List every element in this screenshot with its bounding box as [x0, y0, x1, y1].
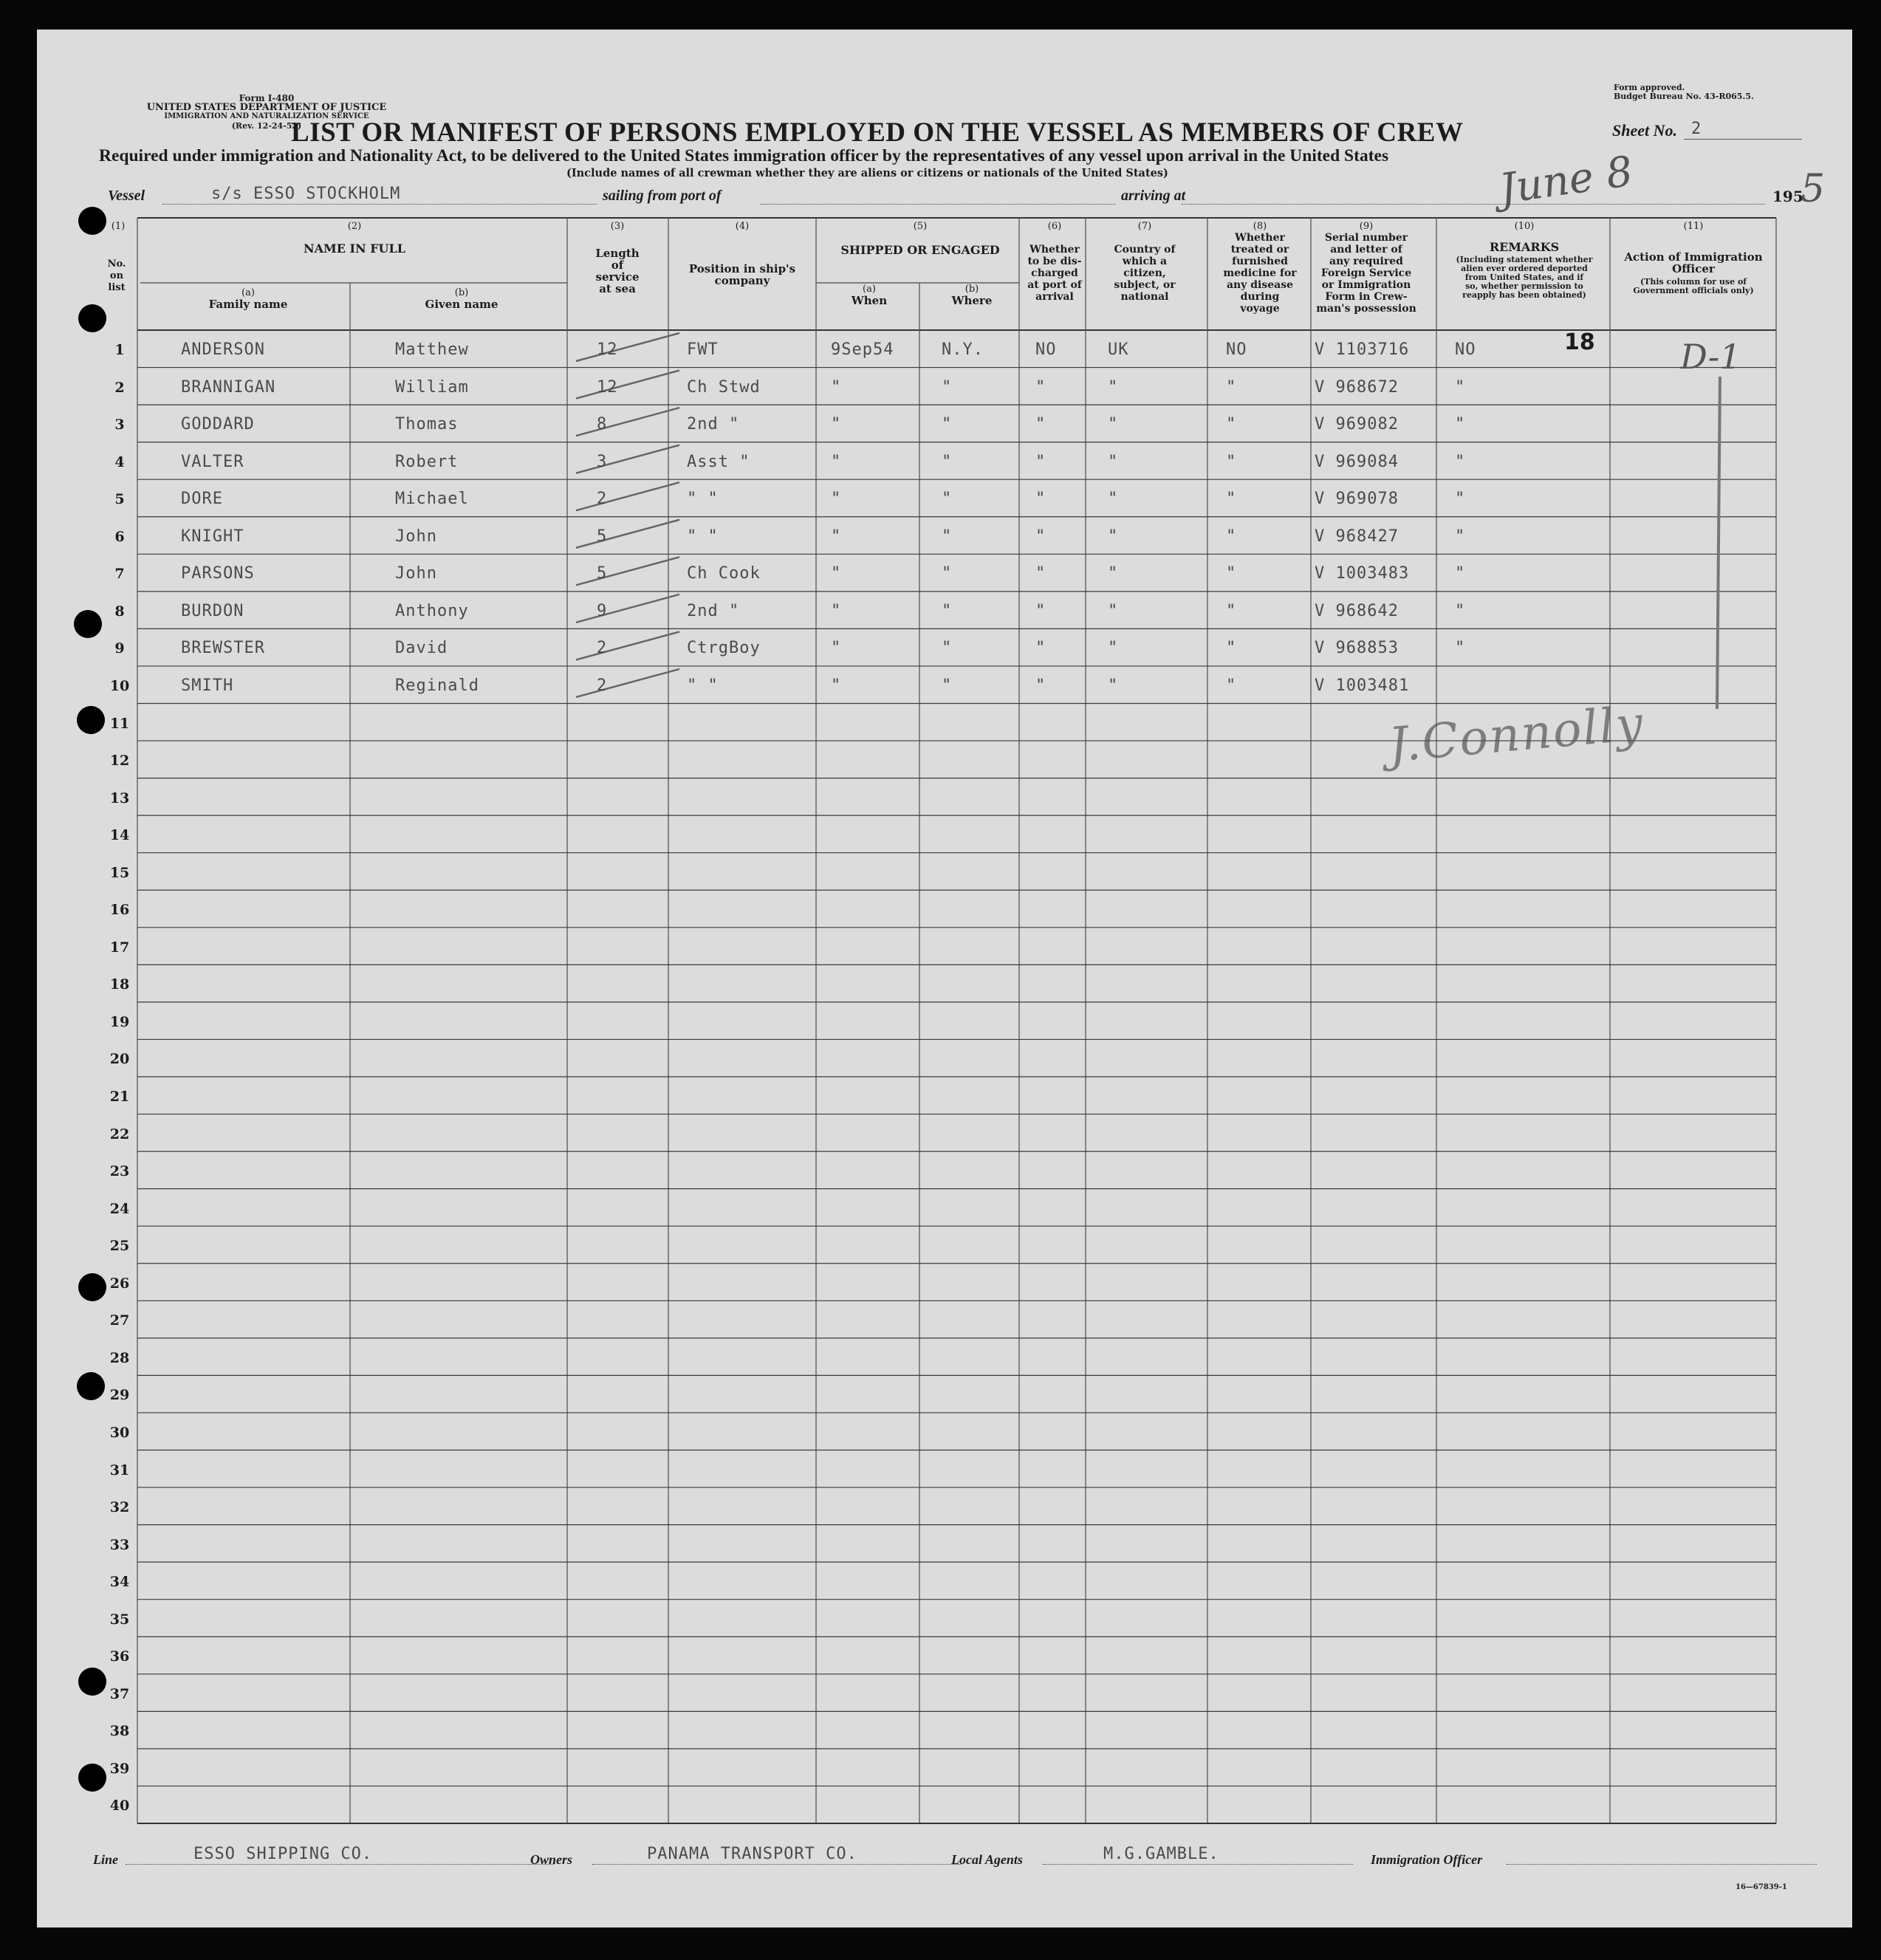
- shipped-where-cell: ": [942, 639, 953, 658]
- form-subtitle: Required under immigration and Nationality Act, to be delivered to the United States immigration officer by the representatives of any vessel upon arrival in the United States: [99, 146, 1389, 165]
- col-10-label: REMARKS: [1489, 240, 1560, 254]
- line-value: ESSO SHIPPING CO.: [193, 1845, 373, 1863]
- row-number: 12: [109, 753, 130, 770]
- country-cell: ": [1108, 564, 1119, 583]
- remarks-cell: ": [1455, 415, 1466, 434]
- vessel-name: s/s ESSO STOCKHOLM: [211, 185, 401, 203]
- col-5b-number: (b): [965, 284, 979, 295]
- punch-hole: [74, 610, 102, 638]
- col-5b-label: Where: [951, 294, 993, 307]
- officer-label: Immigration Officer: [1371, 1852, 1483, 1867]
- col-9-number: (9): [1359, 221, 1374, 232]
- remarks-cell: ": [1455, 490, 1466, 509]
- serial-number-cell: V 969084: [1315, 452, 1399, 471]
- row-number: 7: [114, 566, 125, 583]
- service-length-cell: 12: [597, 377, 618, 397]
- form-approved: Form approved.: [1614, 83, 1685, 92]
- service-length-cell: 8: [597, 415, 608, 434]
- print-code: 16—67839-1: [1736, 1883, 1787, 1891]
- col-7-number: (7): [1137, 221, 1152, 232]
- shipped-where-cell: ": [942, 601, 953, 620]
- shipped-when-cell: 9Sep54: [831, 340, 894, 359]
- punch-hole: [77, 706, 105, 734]
- manifest-sheet: [37, 30, 1852, 1928]
- sheet-label: Sheet No.: [1612, 121, 1677, 140]
- shipped-when-cell: ": [831, 639, 842, 658]
- form-note: (Include names of all crewman whether they are aliens or citizens or nationals of the United States): [566, 167, 1168, 179]
- medicine-cell: NO: [1226, 340, 1247, 359]
- discharged-cell: ": [1035, 564, 1046, 583]
- row-number: 20: [109, 1051, 130, 1068]
- discharged-cell: ": [1035, 639, 1046, 658]
- year-handwritten: 5: [1801, 167, 1826, 211]
- serial-number-cell: V 1003483: [1315, 564, 1410, 583]
- col-2a-number: (a): [241, 287, 255, 298]
- col-11-label: Action of Immigration Officer: [1624, 250, 1763, 275]
- page-title: LIST OR MANIFEST OF PERSONS EMPLOYED ON THE VESSEL AS MEMBERS OF CREW: [291, 117, 1464, 148]
- agents-label: Local Agents: [951, 1852, 1023, 1867]
- service-check-stroke: [576, 594, 679, 623]
- family-name-cell: DORE: [181, 490, 223, 509]
- department-name: UNITED STATES DEPARTMENT OF JUSTICE: [146, 102, 387, 113]
- owners-value: PANAMA TRANSPORT CO.: [647, 1845, 857, 1863]
- service-check-stroke: [576, 333, 679, 361]
- row-number: 32: [109, 1499, 130, 1516]
- signature: J.Connolly: [1386, 696, 1647, 773]
- row-number: 36: [109, 1648, 130, 1665]
- service-length-cell: 12: [597, 340, 618, 359]
- shipped-where-cell: ": [942, 415, 953, 434]
- service-check-stroke: [576, 669, 679, 697]
- shipped-when-cell: ": [831, 564, 842, 583]
- row-number: 24: [109, 1200, 130, 1217]
- row-number: 11: [109, 715, 130, 732]
- service-check-stroke: [576, 482, 679, 510]
- discharged-cell: ": [1035, 415, 1046, 434]
- col-5-label: SHIPPED OR ENGAGED: [840, 243, 1000, 257]
- position-cell: CtrgBoy: [687, 639, 761, 658]
- shipped-where-cell: ": [942, 564, 953, 583]
- service-check-stroke: [576, 631, 679, 659]
- family-name-cell: GODDARD: [181, 415, 255, 434]
- row-number: 8: [114, 603, 125, 620]
- country-cell: ": [1108, 639, 1119, 658]
- year-prefix: 195: [1772, 188, 1803, 205]
- position-cell: " ": [687, 490, 719, 509]
- row-number: 2: [114, 379, 125, 396]
- country-cell: ": [1108, 377, 1119, 397]
- discharged-cell: NO: [1035, 340, 1057, 359]
- country-cell: ": [1108, 527, 1119, 546]
- medicine-cell: ": [1226, 564, 1237, 583]
- row-number: 28: [109, 1349, 130, 1366]
- row-number: 6: [114, 528, 125, 545]
- given-name-cell: William: [395, 377, 469, 397]
- col-5a-label: When: [851, 294, 888, 307]
- medicine-cell: ": [1226, 527, 1237, 546]
- shipped-where-cell: N.Y.: [942, 340, 984, 359]
- medicine-cell: ": [1226, 676, 1237, 695]
- given-name-cell: John: [395, 527, 437, 546]
- medicine-cell: ": [1226, 377, 1237, 397]
- col-1-number: (1): [111, 221, 126, 232]
- remarks-cell: ": [1455, 527, 1466, 546]
- given-name-cell: Robert: [395, 452, 459, 471]
- discharged-cell: ": [1035, 676, 1046, 695]
- service-check-stroke: [576, 557, 679, 585]
- service-length-cell: 2: [597, 639, 608, 658]
- remarks-cell: ": [1455, 377, 1466, 397]
- col-11-note: (This column for use of Government officials only): [1633, 277, 1754, 295]
- col-5a-number: (a): [863, 284, 876, 295]
- revision-date: (Rev. 12-24-52): [231, 121, 302, 131]
- col-2b-number: (b): [454, 287, 469, 298]
- country-cell: ": [1108, 601, 1119, 620]
- family-name-cell: BRANNIGAN: [181, 377, 276, 397]
- col-4-number: (4): [735, 221, 750, 232]
- row-number: 18: [109, 976, 130, 993]
- remarks-cell: ": [1455, 639, 1466, 658]
- shipped-when-cell: ": [831, 377, 842, 397]
- serial-number-cell: V 968672: [1315, 377, 1399, 397]
- row-number: 23: [109, 1163, 130, 1180]
- row-number: 14: [109, 827, 130, 844]
- row-number: 27: [109, 1312, 130, 1329]
- row-number: 22: [109, 1125, 130, 1142]
- shipped-where-cell: ": [942, 377, 953, 397]
- discharged-cell: ": [1035, 601, 1046, 620]
- shipped-where-cell: ": [942, 452, 953, 471]
- shipped-when-cell: ": [831, 415, 842, 434]
- position-cell: Ch Stwd: [687, 377, 761, 397]
- position-cell: FWT: [687, 340, 719, 359]
- row-number: 1: [114, 342, 125, 358]
- row-number: 26: [109, 1275, 130, 1292]
- row-number: 4: [114, 453, 125, 470]
- shipped-where-cell: ": [942, 676, 953, 695]
- count-stamp: 18: [1564, 329, 1595, 355]
- serial-number-cell: V 969082: [1315, 415, 1399, 434]
- row-number: 19: [109, 1013, 130, 1030]
- service-check-stroke: [576, 408, 679, 436]
- serial-number-cell: V 968642: [1315, 601, 1399, 620]
- shipped-when-cell: ": [831, 676, 842, 695]
- row-number: 35: [109, 1611, 130, 1628]
- shipped-when-cell: ": [831, 527, 842, 546]
- row-number: 37: [109, 1685, 130, 1702]
- serial-number-cell: V 968427: [1315, 527, 1399, 546]
- service-length-cell: 9: [597, 601, 608, 620]
- serial-number-cell: V 1103716: [1315, 340, 1410, 359]
- budget-bureau: Budget Bureau No. 43-R065.5.: [1614, 92, 1754, 101]
- family-name-cell: PARSONS: [181, 564, 255, 583]
- line-label: Line: [93, 1852, 118, 1867]
- serial-number-cell: V 969078: [1315, 490, 1399, 509]
- given-name-cell: Matthew: [395, 340, 469, 359]
- col-7-label: Country of which a citizen, subject, or national: [1114, 244, 1176, 303]
- row-number: 15: [109, 864, 130, 881]
- remarks-cell: ": [1455, 564, 1466, 583]
- col-6-number: (6): [1047, 221, 1062, 232]
- family-name-cell: SMITH: [181, 676, 234, 695]
- given-name-cell: Anthony: [395, 601, 469, 620]
- discharged-cell: ": [1035, 452, 1046, 471]
- given-name-cell: Michael: [395, 490, 469, 509]
- service-length-cell: 5: [597, 527, 608, 546]
- service-length-cell: 2: [597, 490, 608, 509]
- col-10-note: (Including statement whether alien ever ordered deported from United States, and if so, whether permission to reapply has been obtained): [1456, 255, 1593, 300]
- country-cell: ": [1108, 415, 1119, 434]
- agents-value: M.G.GAMBLE.: [1103, 1845, 1219, 1863]
- serial-number-cell: V 1003481: [1315, 676, 1410, 695]
- form-number: Form I-480: [239, 93, 295, 103]
- row-number: 40: [109, 1798, 130, 1815]
- position-cell: 2nd ": [687, 415, 740, 434]
- medicine-cell: ": [1226, 490, 1237, 509]
- family-name-cell: KNIGHT: [181, 527, 244, 546]
- col-3-label: Length of service at sea: [595, 247, 640, 295]
- punch-hole: [77, 1372, 105, 1400]
- family-name-cell: ANDERSON: [181, 340, 265, 359]
- row-number: 33: [109, 1536, 130, 1553]
- sailing-label: sailing from port of: [603, 188, 722, 204]
- row-number: 5: [114, 491, 125, 508]
- officer-mark: D-1: [1680, 337, 1741, 377]
- service-check-stroke: [576, 371, 679, 399]
- country-cell: ": [1108, 676, 1119, 695]
- service-check-stroke: [576, 445, 679, 473]
- owners-label: Owners: [530, 1852, 573, 1867]
- given-name-cell: John: [395, 564, 437, 583]
- given-name-cell: Thomas: [395, 415, 459, 434]
- shipped-when-cell: ": [831, 490, 842, 509]
- service-check-stroke: [576, 520, 679, 548]
- punch-hole: [78, 1764, 106, 1792]
- col-6-label: Whether to be dis- charged at port of arrival: [1027, 244, 1082, 303]
- remarks-cell: NO: [1455, 340, 1476, 359]
- col-8-number: (8): [1253, 221, 1267, 232]
- col-4-label: Position in ship's company: [688, 262, 796, 287]
- given-name-cell: David: [395, 639, 448, 658]
- service-name: IMMIGRATION AND NATURALIZATION SERVICE: [164, 112, 369, 120]
- medicine-cell: ": [1226, 452, 1237, 471]
- arriving-label: arriving at: [1121, 188, 1186, 204]
- punch-hole: [78, 207, 106, 235]
- shipped-where-cell: ": [942, 527, 953, 546]
- country-cell: UK: [1108, 340, 1129, 359]
- row-number: 13: [109, 789, 130, 806]
- col-2a-label: Family name: [208, 298, 288, 311]
- row-number: 17: [109, 939, 130, 956]
- remarks-cell: ": [1455, 452, 1466, 471]
- col-2-number: (2): [347, 221, 362, 232]
- discharged-cell: ": [1035, 377, 1046, 397]
- row-number: 10: [109, 677, 130, 694]
- country-cell: ": [1108, 490, 1119, 509]
- shipped-where-cell: ": [942, 490, 953, 509]
- crew-table-grid: [37, 30, 1852, 1928]
- punch-hole: [78, 1668, 106, 1696]
- punch-hole: [78, 304, 106, 332]
- service-length-cell: 5: [597, 564, 608, 583]
- row-number: 31: [109, 1462, 130, 1478]
- row-number: 16: [109, 902, 130, 919]
- row-number: 9: [114, 640, 125, 657]
- medicine-cell: ": [1226, 639, 1237, 658]
- col-3-number: (3): [610, 221, 625, 232]
- family-name-cell: BURDON: [181, 601, 244, 620]
- medicine-cell: ": [1226, 601, 1237, 620]
- col-9-label: Serial number and letter of any required Foreign Service or Immigration Form in Crew- man's possession: [1316, 232, 1416, 315]
- row-number: 30: [109, 1424, 130, 1441]
- position-cell: " ": [687, 676, 719, 695]
- country-cell: ": [1108, 452, 1119, 471]
- col-8-label: Whether treated or furnished medicine for any disease during voyage: [1223, 232, 1297, 315]
- col-5-number: (5): [913, 221, 928, 232]
- shipped-when-cell: ": [831, 601, 842, 620]
- col-2b-label: Given name: [425, 298, 498, 311]
- service-length-cell: 3: [597, 452, 608, 471]
- remarks-cell: ": [1455, 601, 1466, 620]
- row-number: 21: [109, 1089, 130, 1105]
- arrival-date: June 8: [1496, 147, 1636, 214]
- discharged-cell: ": [1035, 490, 1046, 509]
- vessel-label: Vessel: [108, 188, 145, 204]
- row-number: 38: [109, 1723, 130, 1740]
- row-number: 3: [114, 417, 125, 434]
- row-number: 34: [109, 1574, 130, 1591]
- family-name-cell: BREWSTER: [181, 639, 265, 658]
- service-length-cell: 2: [597, 676, 608, 695]
- position-cell: 2nd ": [687, 601, 740, 620]
- position-cell: Ch Cook: [687, 564, 761, 583]
- row-number: 25: [109, 1238, 130, 1255]
- serial-number-cell: V 968853: [1315, 639, 1399, 658]
- given-name-cell: Reginald: [395, 676, 479, 695]
- punch-hole: [78, 1273, 106, 1301]
- col-2-label: NAME IN FULL: [303, 241, 406, 256]
- discharged-cell: ": [1035, 527, 1046, 546]
- shipped-when-cell: ": [831, 452, 842, 471]
- family-name-cell: VALTER: [181, 452, 244, 471]
- row-number: 39: [109, 1760, 130, 1777]
- col-11-number: (11): [1683, 221, 1704, 232]
- position-cell: Asst ": [687, 452, 750, 471]
- sheet-number: 2: [1691, 120, 1702, 138]
- col-1-label: No. on list: [107, 258, 126, 293]
- row-number: 29: [109, 1387, 130, 1404]
- medicine-cell: ": [1226, 415, 1237, 434]
- col-10-number: (10): [1514, 221, 1535, 232]
- position-cell: " ": [687, 527, 719, 546]
